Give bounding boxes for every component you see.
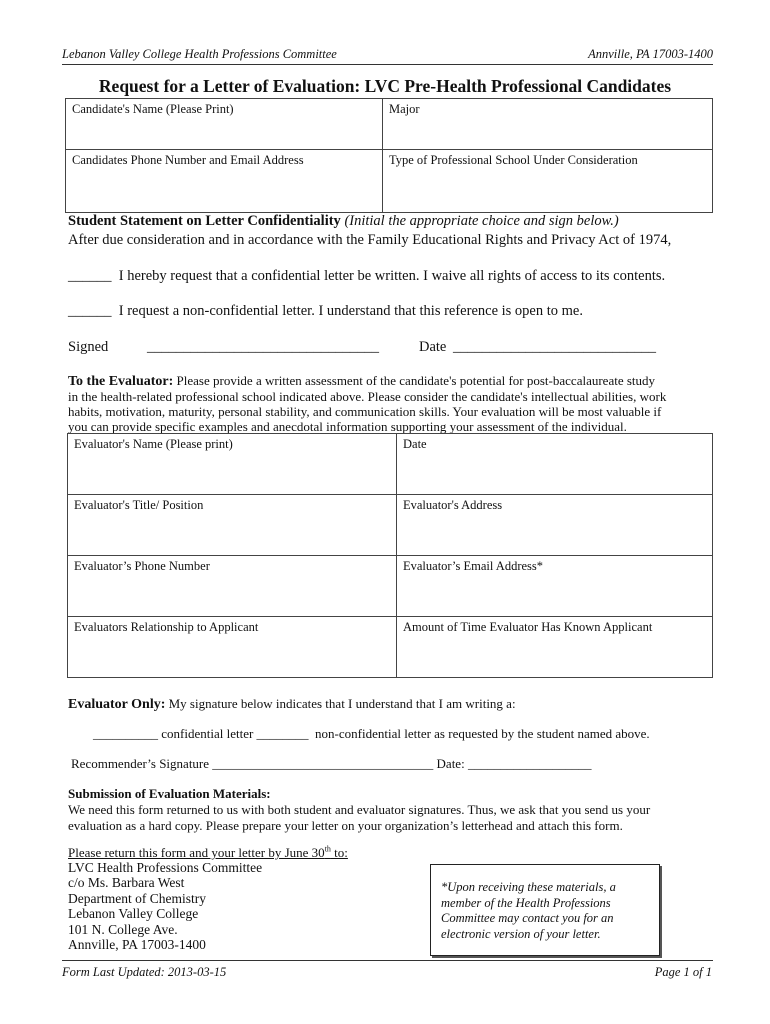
confidential-letter-text: confidential letter	[161, 726, 254, 741]
evaluator-intro-line1: Please provide a written assessment of the candidate's potential for post-baccalaureate study	[176, 373, 656, 388]
evaluator-table	[67, 433, 713, 678]
evaluator-intro-line3: habits, motivation, maturity, personal stability, and communication skills. Your evaluation will be most valuable if	[68, 404, 662, 419]
evaluator-phone-label: Evaluator’s Phone Number	[74, 559, 210, 573]
return-address-line: 101 N. College Ave.	[68, 921, 178, 937]
candidate-contact-label: Candidates Phone Number and Email Address	[72, 153, 304, 167]
return-address-line: Lebanon Valley College	[68, 906, 199, 922]
submission-heading: Submission of Evaluation Materials:	[68, 786, 271, 801]
recommender-date-label: Date:	[436, 756, 465, 771]
option-nonconfidential-text: I request a non-confidential letter. I understand that this reference is open to me.	[118, 303, 583, 319]
evaluator-time-known-label: Amount of Time Evaluator Has Known Applicant	[403, 620, 653, 634]
option-nonconfidential-row	[68, 303, 583, 320]
recommender-signature-line[interactable]: __________________________________	[212, 756, 434, 771]
candidate-name-label: Candidate's Name (Please Print)	[72, 102, 234, 116]
return-deadline-prefix: Please return this form and your letter by June 30	[68, 845, 325, 860]
evaluator-date-field[interactable]	[397, 434, 713, 495]
evaluator-email-field[interactable]	[397, 556, 713, 617]
option-confidential-row	[68, 268, 665, 285]
letter-type-row	[93, 726, 650, 741]
nonconfidential-initial-blank[interactable]: ______	[68, 303, 112, 319]
recommender-signature-label: Recommender’s Signature	[71, 756, 210, 771]
major-field[interactable]	[383, 99, 713, 150]
return-deadline	[68, 845, 348, 860]
evaluator-intro	[68, 373, 718, 434]
evaluator-relationship-field[interactable]	[68, 617, 397, 678]
statement-intro: After due consideration and in accordance with the Family Educational Rights and Privacy Act of 1974,	[68, 232, 672, 248]
statement-date-label: Date	[419, 339, 447, 355]
return-address	[68, 860, 262, 952]
candidate-table	[65, 98, 713, 213]
header-committee: Lebanon Valley College Health Professions Committee	[62, 47, 337, 61]
evaluator-name-label: Evaluator's Name (Please print)	[74, 437, 233, 451]
evaluator-intro-line2: in the health-related professional school indicated above. Please consider the candidate's intellectual abilities, work	[68, 389, 667, 404]
return-address-line: c/o Ms. Barbara West	[68, 875, 185, 891]
recommender-signature-row	[71, 756, 591, 771]
return-address-line: LVC Health Professions Committee	[68, 860, 263, 875]
submission-line2: evaluation as a hard copy. Please prepare your letter on your organization’s letterhead and attach this form.	[68, 818, 623, 833]
note-line: member of the Health Professions	[441, 895, 611, 910]
return-address-line: Annville, PA 17003-1400	[68, 937, 206, 953]
statement-heading-line	[68, 213, 619, 230]
confidential-letter-blank[interactable]: __________	[93, 726, 158, 741]
nonconfidential-letter-text: non-confidential letter as requested by the student named above.	[315, 726, 650, 741]
statement-date-line[interactable]: ____________________________	[453, 339, 656, 355]
evaluator-title-label: Evaluator's Title/ Position	[74, 498, 204, 512]
evaluator-intro-line4: you can provide specific examples and anecdotal information supporting your assessment of the individual.	[68, 419, 627, 434]
evaluator-only-heading: Evaluator Only:	[68, 697, 166, 712]
submission-line1: We need this form returned to us with both student and evaluator signatures. Thus, we ask that you send us your	[68, 802, 651, 817]
return-address-line: Department of Chemistry	[68, 890, 206, 906]
note-line: electronic version of your letter.	[441, 926, 601, 941]
candidate-name-field[interactable]	[66, 99, 383, 150]
return-deadline-suffix: to:	[330, 845, 348, 860]
evaluator-only-text: My signature below indicates that I understand that I am writing a:	[168, 696, 516, 711]
footer-rule	[62, 960, 713, 961]
electronic-version-note	[430, 864, 660, 956]
header-location: Annville, PA 17003-1400	[588, 47, 713, 61]
evaluator-email-label: Evaluator’s Email Address*	[403, 559, 544, 573]
footer-updated: Form Last Updated: 2013-03-15	[62, 965, 227, 979]
statement-heading: Student Statement on Letter Confidentiality	[68, 213, 341, 229]
evaluator-intro-heading: To the Evaluator:	[68, 374, 174, 389]
header-rule	[62, 64, 713, 65]
confidential-initial-blank[interactable]: ______	[68, 268, 112, 284]
school-type-label: Type of Professional School Under Consideration	[389, 153, 638, 167]
option-confidential-text: I hereby request that a confidential letter be written. I waive all rights of access to its contents.	[118, 268, 666, 284]
evaluator-address-label: Evaluator's Address	[403, 498, 503, 512]
major-label: Major	[389, 102, 420, 116]
signed-label: Signed	[68, 339, 109, 355]
school-type-field[interactable]	[383, 150, 713, 213]
recommender-date-line[interactable]: ___________________	[467, 756, 592, 771]
evaluator-address-field[interactable]	[397, 495, 713, 556]
evaluator-date-label: Date	[403, 437, 427, 451]
evaluator-only-line	[68, 696, 516, 712]
nonconfidential-letter-blank[interactable]: ________	[256, 726, 309, 741]
return-deadline-sup: th	[324, 844, 331, 854]
signed-line[interactable]: ________________________________	[147, 339, 379, 355]
evaluator-title-field[interactable]	[68, 495, 397, 556]
evaluator-phone-field[interactable]	[68, 556, 397, 617]
note-line: Committee may contact you for an	[441, 911, 614, 925]
statement-heading-note: (Initial the appropriate choice and sign below.)	[344, 213, 619, 229]
note-line: *Upon receiving these materials, a	[441, 880, 616, 894]
footer-page: Page 1 of 1	[654, 965, 712, 979]
evaluator-time-known-field[interactable]	[397, 617, 713, 678]
candidate-contact-field[interactable]	[66, 150, 383, 213]
page-title: Request for a Letter of Evaluation: LVC Pre-Health Professional Candidates	[98, 76, 672, 96]
evaluator-relationship-label: Evaluators Relationship to Applicant	[74, 620, 259, 634]
evaluator-name-field[interactable]	[68, 434, 397, 495]
